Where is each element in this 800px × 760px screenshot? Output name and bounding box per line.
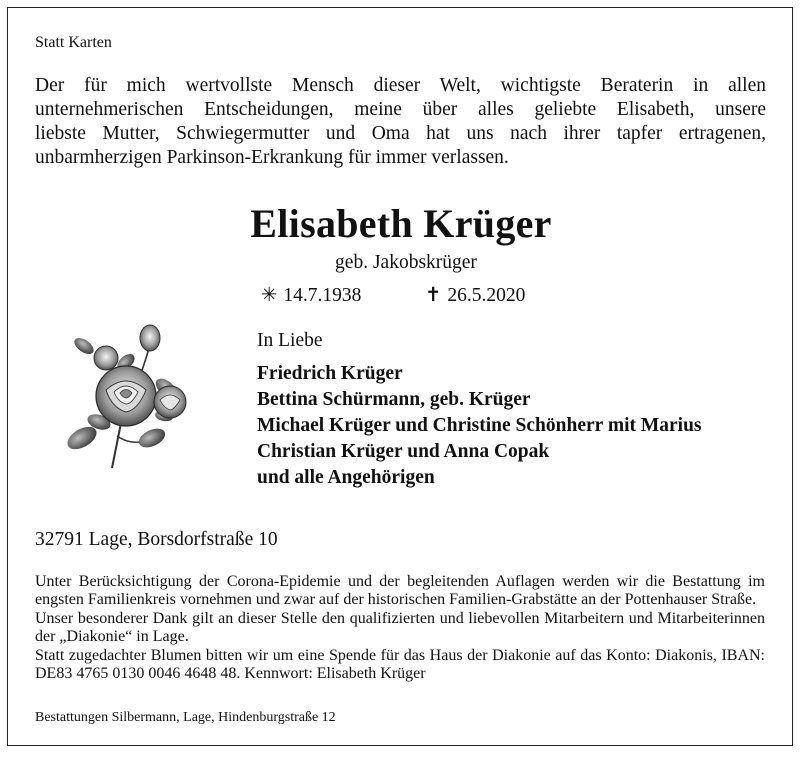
mourner-name: Michael Krüger und Christine Schönherr mit Marius <box>257 415 702 436</box>
mourners-list <box>257 361 702 491</box>
mourner-name: und alle Angehörigen <box>257 467 435 488</box>
statt-karten-label: Statt Karten <box>35 34 112 51</box>
note-paragraph: Unter Berücksichtigung der Corona-Epidemie und der begleitenden Auflagen werden wir die Bestattung im engsten Familienkreis vornehmen und zwar auf der historischen Familien-Grabstätte an der Pottenhauser Straße. <box>35 573 765 609</box>
intro-line: liebste Mutter, Schwiegermutter und Oma hat uns nach ihrer tapfer ertragenen, <box>35 123 766 144</box>
note-paragraph: Statt zugedachter Blumen bitten wir um eine Spende für das Haus der Diakonie auf das Konto: Diakonis, IBAN: DE83 4765 0130 0046 4648 48. Kennwort: Elisabeth Krüger <box>35 646 765 683</box>
intro-line: unternehmerischen Entscheidungen, meine über alles geliebte Elisabeth, unsere <box>35 99 766 120</box>
death-cross-icon: ✝ <box>425 285 442 306</box>
deceased-name: Elisabeth Krüger <box>250 201 552 246</box>
birth-date-line <box>261 283 361 307</box>
family-address: 32791 Lage, Borsdorfstraße 10 <box>35 529 278 550</box>
intro-line: unbarmherzigen Parkinson-Erkrankung für immer verlassen. <box>35 147 509 168</box>
in-liebe-heading: In Liebe <box>257 330 323 351</box>
birth-name: geb. Jakobskrüger <box>335 252 477 273</box>
mourner-name: Friedrich Krüger <box>257 363 403 384</box>
death-date-line <box>425 283 525 307</box>
mourner-name: Christian Krüger und Anna Copak <box>257 441 550 462</box>
note-paragraph: Unser besonderer Dank gilt an dieser Stelle den qualifizierten und liebevollen Mitarbeitern und Mitarbeiterinnen der „Diakonie“ in Lage. <box>35 609 765 646</box>
intro-line: Der für mich wertvollste Mensch dieser Welt, wichtigste Beraterin in allen <box>35 75 766 96</box>
notes-text <box>35 573 765 683</box>
mourner-name: Bettina Schürmann, geb. Krüger <box>257 389 531 410</box>
obituary-notice <box>7 7 793 746</box>
death-date: 26.5.2020 <box>447 285 526 306</box>
undertaker-info: Bestattungen Silbermann, Lage, Hindenburgstraße 12 <box>35 710 336 725</box>
roses-illustration-icon <box>54 318 194 478</box>
birth-star-icon: ✳ <box>261 285 278 306</box>
birth-date: 14.7.1938 <box>283 285 362 306</box>
intro-text <box>35 74 766 170</box>
